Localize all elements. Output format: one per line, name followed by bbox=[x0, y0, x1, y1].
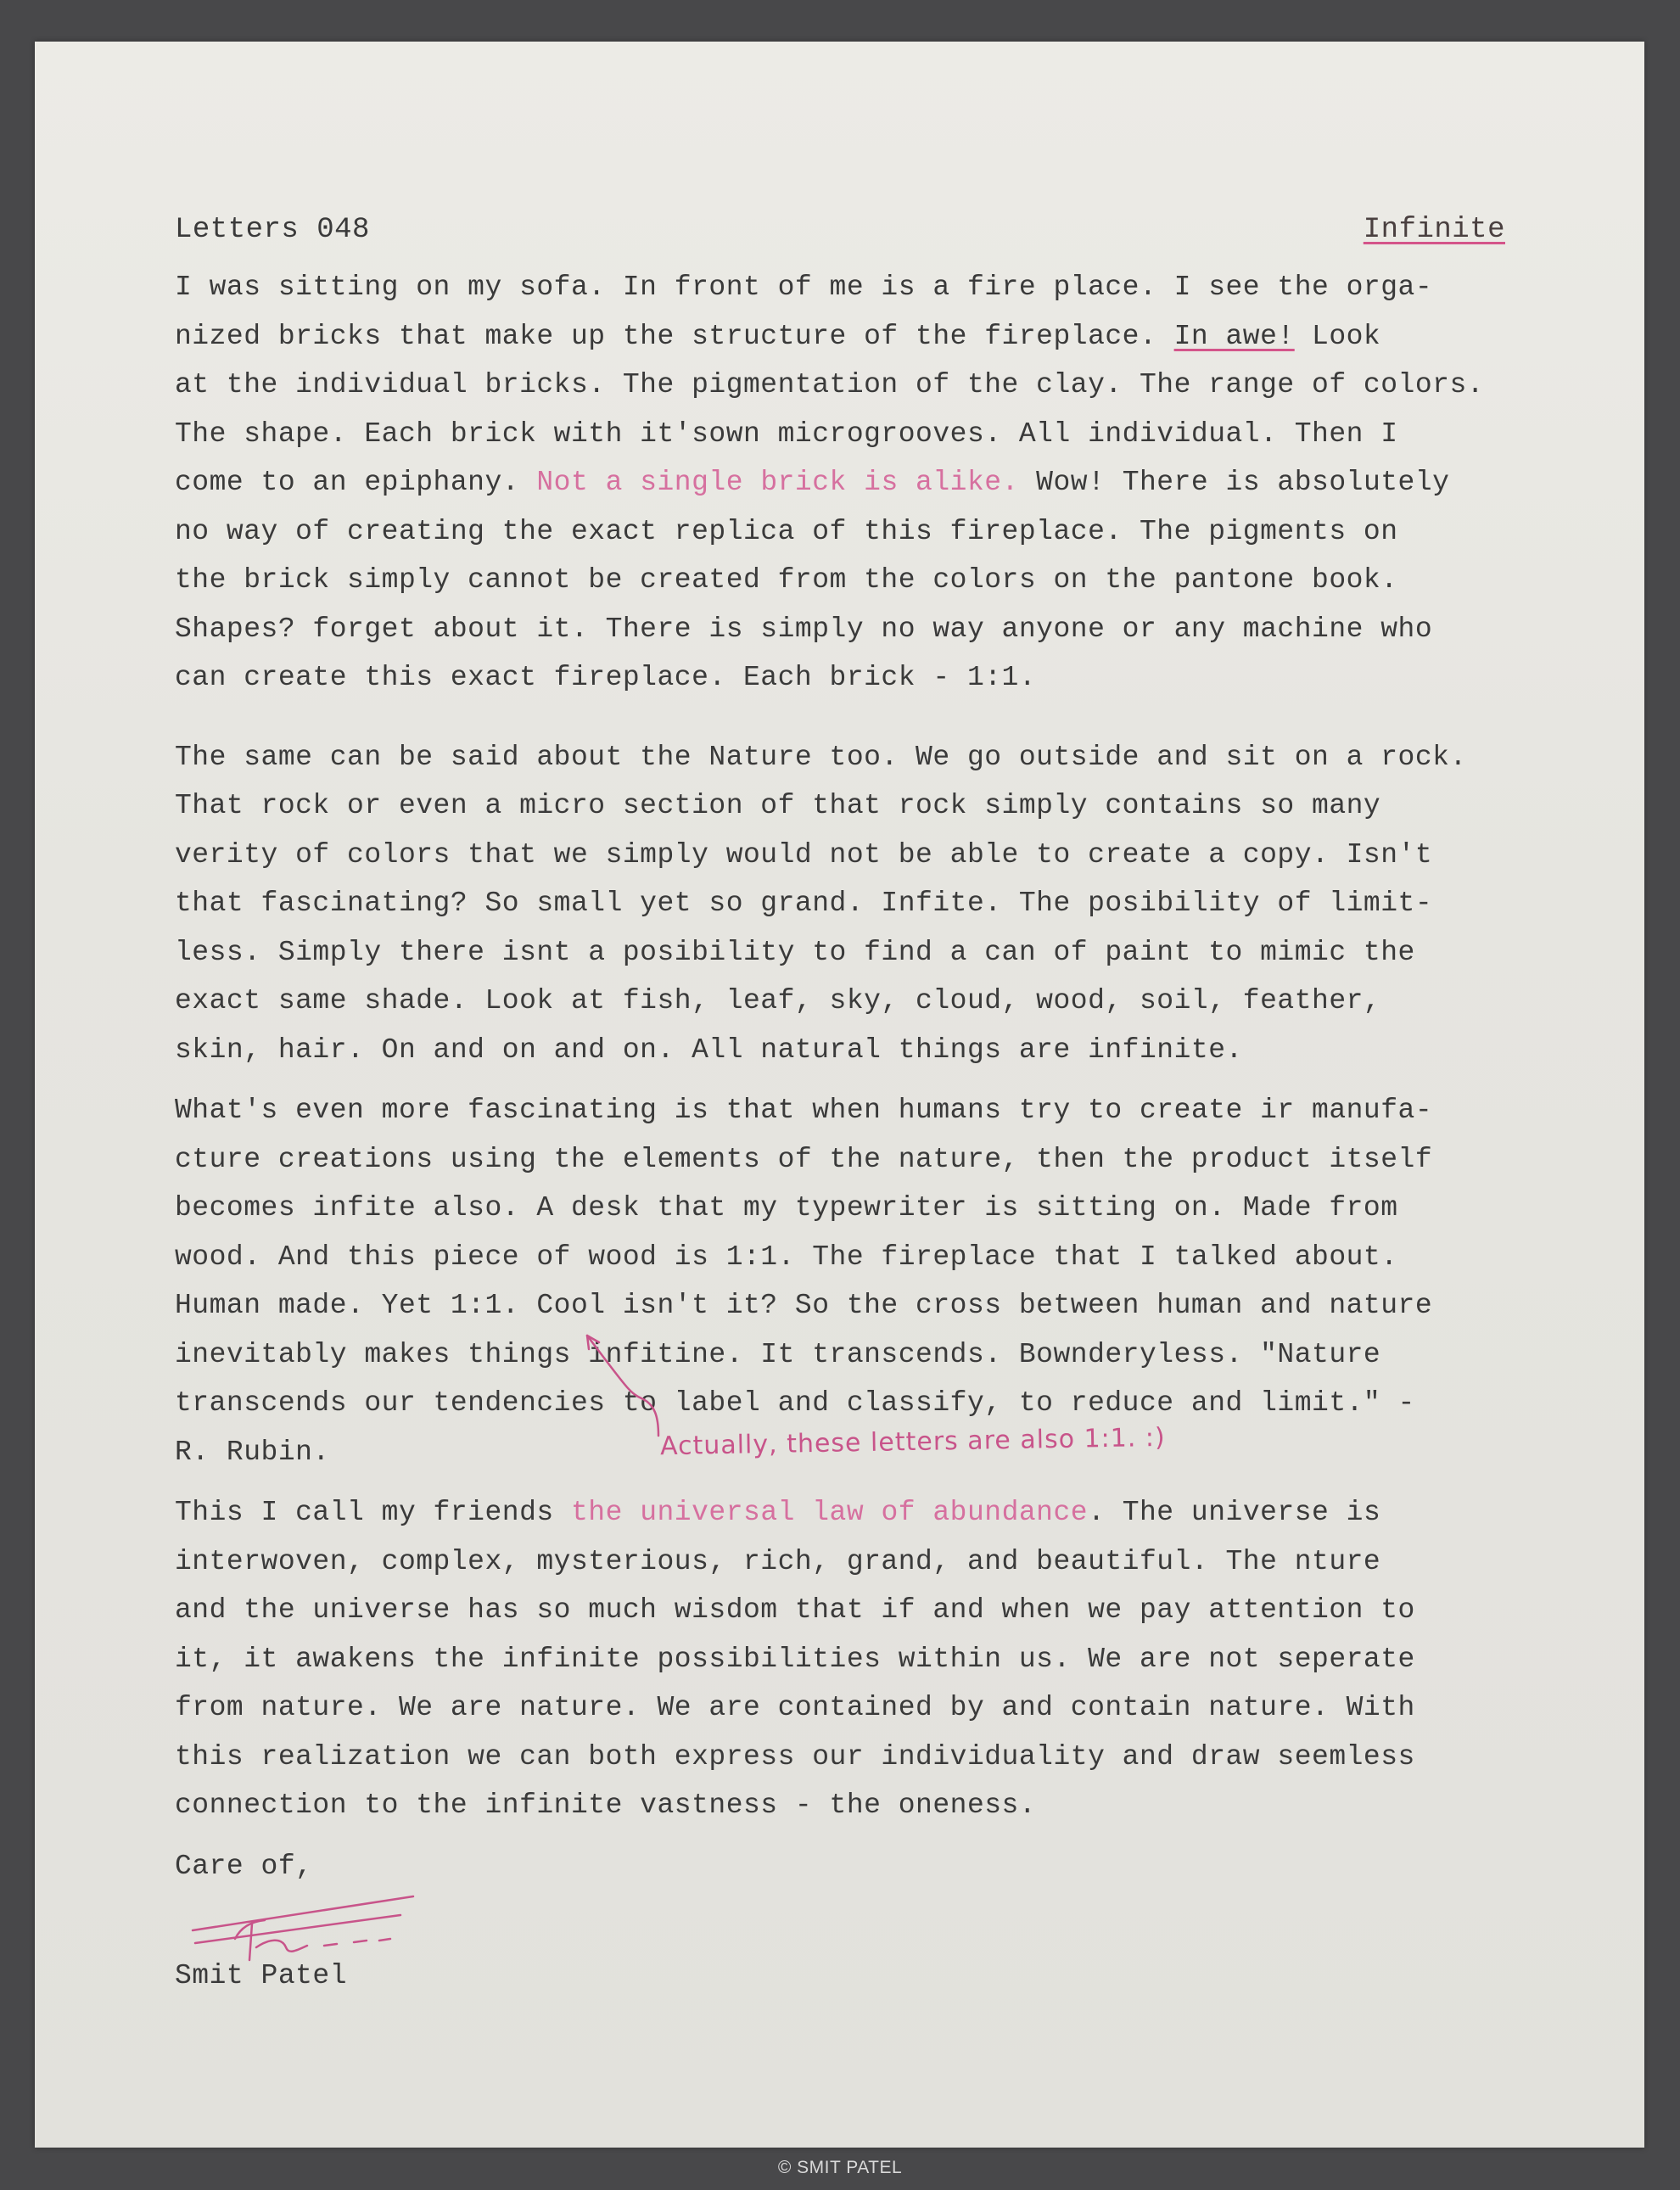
text-line: connection to the infinite vastness - the oneness. bbox=[175, 1790, 1037, 1821]
text-line: The shape. Each brick with it'sown microgrooves. All individual. Then I bbox=[175, 417, 1398, 450]
text-line: exact same shade. Look at fish, leaf, sky, cloud, wood, soil, feather, bbox=[175, 985, 1381, 1017]
author-name: Smit Patel bbox=[175, 1960, 348, 1991]
handwritten-arrow-icon bbox=[567, 1324, 677, 1442]
text-line: wood. And this piece of wood is 1:1. The fireplace that I talked about. bbox=[175, 1241, 1398, 1273]
text-line: I was sitting on my sofa. In front of me is a fire place. I see the orga- bbox=[175, 272, 1433, 303]
text-line: at the individual bricks. The pigmentation of the clay. The range of colors. bbox=[175, 369, 1485, 400]
text-line: less. Simply there isnt a posibility to find a can of paint to mimic the bbox=[175, 936, 1415, 968]
text-line: transcends our tendencies to label and classify, to reduce and limit." - bbox=[175, 1387, 1415, 1419]
text-line: inevitably makes things infitine. It transcends. Bownderyless. "Nature bbox=[175, 1338, 1381, 1370]
text-line: Shapes? forget about it. There is simply no way anyone or any machine who bbox=[175, 613, 1433, 645]
text-line: R. Rubin. bbox=[175, 1436, 330, 1468]
text-line: and the universe has so much wisdom that if and when we pay attention to bbox=[175, 1594, 1415, 1626]
signature-icon bbox=[188, 1879, 426, 1973]
text-line: What's even more fascinating is that when humans try to create ir manufa- bbox=[175, 1095, 1433, 1126]
pink-highlight-text: the universal law of abundance bbox=[570, 1497, 1089, 1528]
text-line: That rock or even a micro section of that rock simply contains so many bbox=[175, 790, 1381, 821]
text-line: The same can be said about the Nature too. We go outside and sit on a rock. bbox=[175, 741, 1467, 773]
text-line: interwoven, complex, mysterious, rich, grand, and beautiful. The nture bbox=[175, 1545, 1381, 1577]
handwritten-note: Actually, these letters are also 1:1. :) bbox=[659, 1422, 1166, 1462]
paragraph-2 bbox=[175, 733, 1566, 1075]
letter-header bbox=[175, 214, 1566, 263]
text-line: can create this exact fireplace. Each brick - 1:1. bbox=[175, 662, 1037, 693]
text-line: cture creations using the elements of the nature, then the product itself bbox=[175, 1143, 1433, 1175]
pink-highlight-text: Not a single brick is alike. bbox=[536, 467, 1019, 498]
text-line: becomes infite also. A desk that my typewriter is sitting on. Made from bbox=[175, 1192, 1398, 1224]
paragraph-4 bbox=[175, 1488, 1566, 1830]
underlined-text: In awe! bbox=[1173, 320, 1295, 352]
text-line: verity of colors that we simply would not be able to create a copy. Isn't bbox=[175, 838, 1433, 871]
text-line: that fascinating? So small yet so grand. Infite. The posibility of limit- bbox=[175, 888, 1433, 919]
text-line: this realization we can both express our individuality and draw seemless bbox=[175, 1740, 1415, 1773]
letter-number: Letters 048 bbox=[175, 214, 370, 246]
text-line: Human made. Yet 1:1. Cool isn't it? So the cross between human and nature bbox=[175, 1290, 1433, 1321]
paragraph-3 bbox=[175, 1086, 1566, 1476]
closing-text: Care of, bbox=[175, 1850, 313, 1882]
text-line: it, it awakens the infinite possibilities within us. We are not seperate bbox=[175, 1643, 1415, 1675]
text-line: come to an epiphany. Not a single brick is alike. Wow! There is absolutely bbox=[175, 467, 1450, 498]
text-line: no way of creating the exact replica of this fireplace. The pigments on bbox=[175, 515, 1398, 547]
text-line: nized bricks that make up the structure of the fireplace. In awe! Look bbox=[175, 320, 1381, 352]
text-line: the brick simply cannot be created from the colors on the pantone book. bbox=[175, 564, 1398, 596]
letter-title: Infinite bbox=[1363, 214, 1505, 246]
paragraph-1 bbox=[175, 263, 1566, 703]
text-line: from nature. We are nature. We are contained by and contain nature. With bbox=[175, 1692, 1415, 1723]
letter-body bbox=[175, 214, 1566, 2001]
copyright-footer: © SMIT PATEL bbox=[777, 2158, 903, 2177]
text-line: This I call my friends the universal law of abundance. The universe is bbox=[175, 1497, 1381, 1528]
text-line: skin, hair. On and on and on. All natural things are infinite. bbox=[175, 1033, 1243, 1066]
